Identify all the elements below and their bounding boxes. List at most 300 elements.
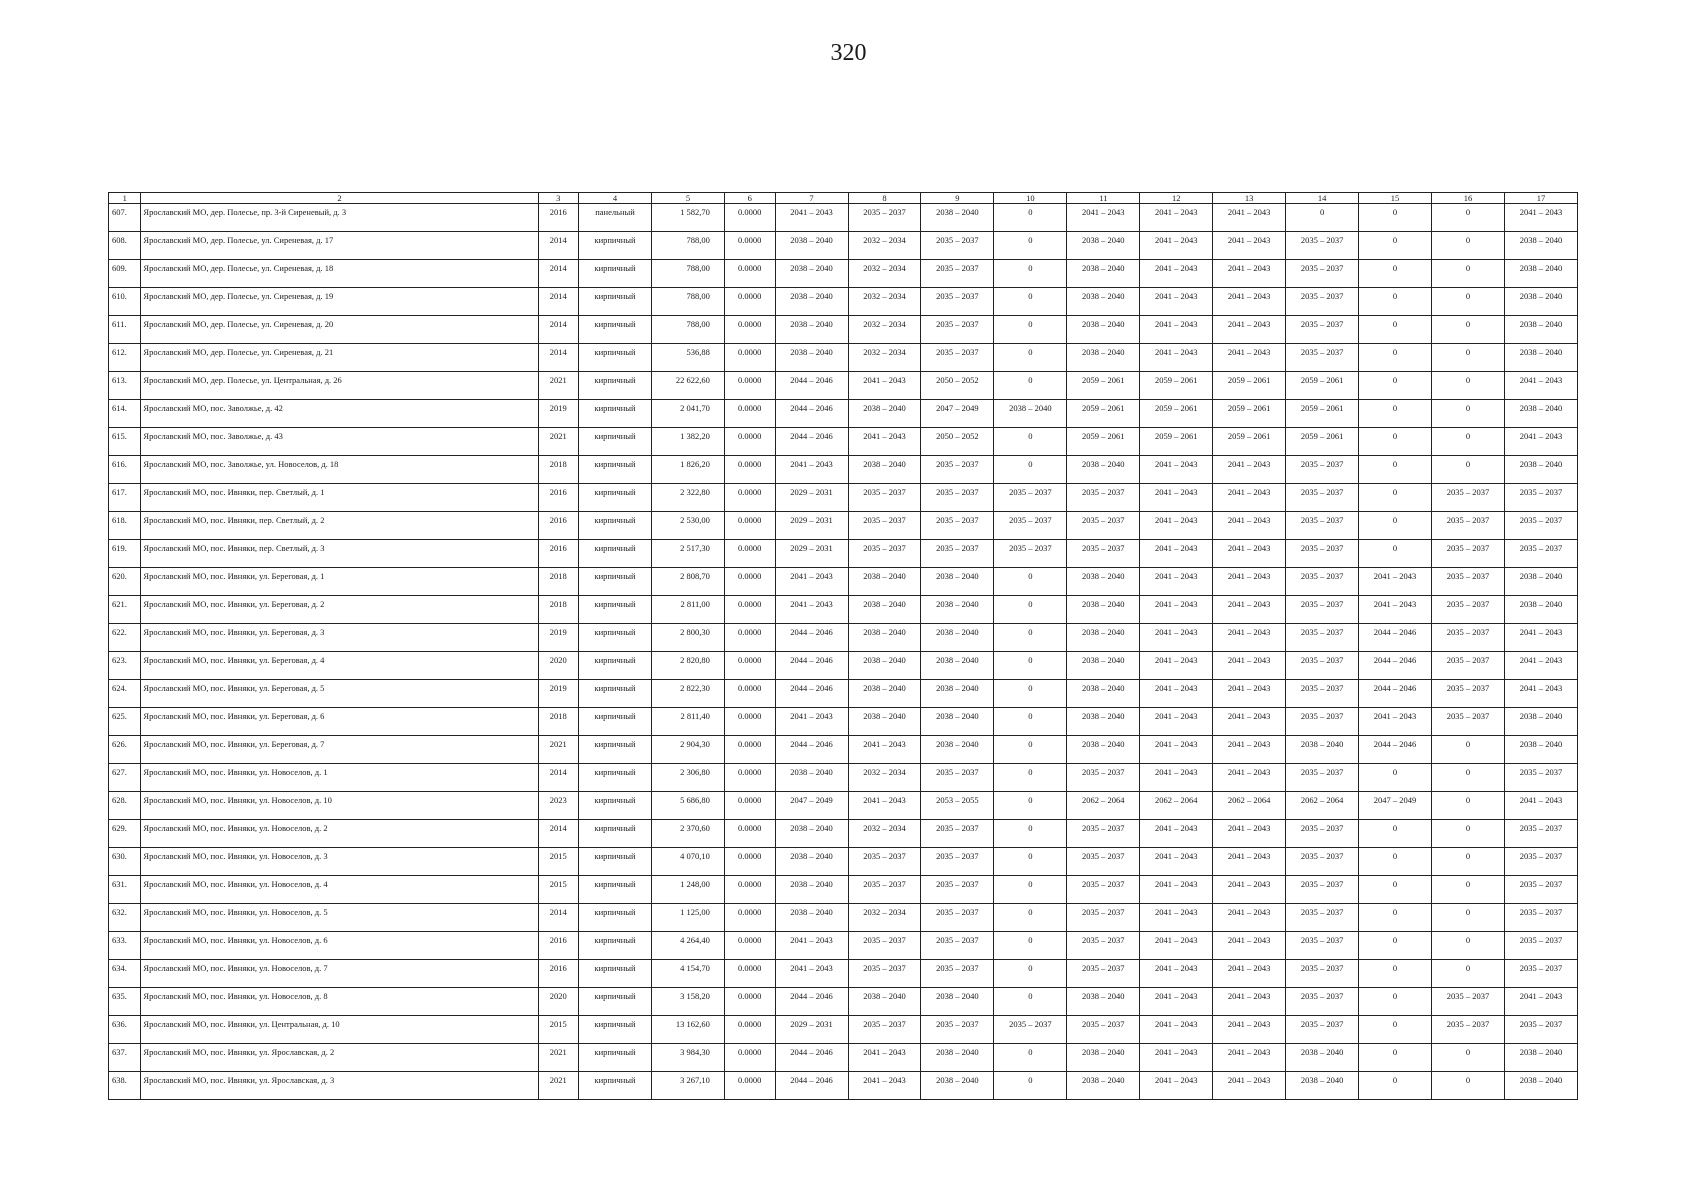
table-cell-col-6: 0.0000 <box>724 904 775 932</box>
table-cell-col-3: 2016 <box>538 512 579 540</box>
column-header-17: 17 <box>1504 193 1577 204</box>
table-row <box>109 400 1578 428</box>
table-cell-col-5: 1 826,20 <box>651 456 724 484</box>
table-cell-col-14: 2035 – 2037 <box>1286 988 1359 1016</box>
table-cell-col-17: 2035 – 2037 <box>1504 876 1577 904</box>
table-cell-col-5: 788,00 <box>651 232 724 260</box>
table-cell-col-8: 2038 – 2040 <box>848 596 921 624</box>
table-cell-col-5: 3 267,10 <box>651 1072 724 1100</box>
table-cell-col-3: 2020 <box>538 652 579 680</box>
table-cell-col-8: 2038 – 2040 <box>848 624 921 652</box>
table-cell-col-14: 2035 – 2037 <box>1286 484 1359 512</box>
table-cell-col-6: 0.0000 <box>724 1016 775 1044</box>
table-cell-col-11: 2035 – 2037 <box>1067 932 1140 960</box>
table-cell-col-14: 2035 – 2037 <box>1286 456 1359 484</box>
table-cell-col-1: 629. <box>109 820 141 848</box>
table-cell-col-10: 2035 – 2037 <box>994 540 1067 568</box>
table-cell-col-11: 2038 – 2040 <box>1067 456 1140 484</box>
table-cell-col-9: 2053 – 2055 <box>921 792 994 820</box>
table-cell-col-10: 0 <box>994 288 1067 316</box>
table-cell-col-13: 2041 – 2043 <box>1213 960 1286 988</box>
table-cell-col-6: 0.0000 <box>724 876 775 904</box>
table-cell-col-16: 0 <box>1432 260 1505 288</box>
table-cell-col-14: 2038 – 2040 <box>1286 1044 1359 1072</box>
table-cell-col-16: 0 <box>1432 792 1505 820</box>
table-cell-col-13: 2041 – 2043 <box>1213 680 1286 708</box>
table-cell-col-13: 2041 – 2043 <box>1213 652 1286 680</box>
table-cell-col-15: 2044 – 2046 <box>1359 652 1432 680</box>
table-cell-col-7: 2041 – 2043 <box>775 708 848 736</box>
header-row <box>109 193 1578 204</box>
table-cell-col-13: 2041 – 2043 <box>1213 260 1286 288</box>
table-cell-col-16: 2035 – 2037 <box>1432 680 1505 708</box>
table-cell-col-10: 0 <box>994 876 1067 904</box>
table-cell-col-12: 2041 – 2043 <box>1140 596 1213 624</box>
table-cell-col-8: 2032 – 2034 <box>848 344 921 372</box>
table-cell-col-15: 0 <box>1359 848 1432 876</box>
table-cell-col-17: 2041 – 2043 <box>1504 680 1577 708</box>
table-cell-col-3: 2014 <box>538 232 579 260</box>
column-header-12: 12 <box>1140 193 1213 204</box>
table-cell-col-6: 0.0000 <box>724 624 775 652</box>
table-cell-col-3: 2014 <box>538 288 579 316</box>
table-cell-col-3: 2018 <box>538 708 579 736</box>
table-cell-col-17: 2041 – 2043 <box>1504 204 1577 232</box>
table-cell-col-6: 0.0000 <box>724 1044 775 1072</box>
column-header-1: 1 <box>109 193 141 204</box>
table-cell-col-14: 2035 – 2037 <box>1286 540 1359 568</box>
table-cell-col-9: 2035 – 2037 <box>921 848 994 876</box>
table-cell-col-15: 0 <box>1359 344 1432 372</box>
table-cell-col-4: кирпичный <box>579 540 652 568</box>
table-cell-col-6: 0.0000 <box>724 652 775 680</box>
table-cell-col-16: 0 <box>1432 904 1505 932</box>
table-row <box>109 1044 1578 1072</box>
table-cell-col-2: Ярославский МО, пос. Заволжье, ул. Новоселов, д. 18 <box>141 456 538 484</box>
table-cell-col-9: 2038 – 2040 <box>921 652 994 680</box>
table-cell-col-2: Ярославский МО, пос. Заволжье, д. 43 <box>141 428 538 456</box>
table-cell-col-12: 2059 – 2061 <box>1140 428 1213 456</box>
table-cell-col-10: 0 <box>994 736 1067 764</box>
table-cell-col-7: 2038 – 2040 <box>775 316 848 344</box>
table-cell-col-4: кирпичный <box>579 400 652 428</box>
table-cell-col-15: 0 <box>1359 456 1432 484</box>
table-cell-col-15: 0 <box>1359 764 1432 792</box>
table-row <box>109 1072 1578 1100</box>
table-cell-col-2: Ярославский МО, дер. Полесье, ул. Сиреневая, д. 17 <box>141 232 538 260</box>
table-cell-col-2: Ярославский МО, пос. Ивняки, пер. Светлый, д. 1 <box>141 484 538 512</box>
table-cell-col-6: 0.0000 <box>724 512 775 540</box>
table-cell-col-16: 0 <box>1432 232 1505 260</box>
table-cell-col-8: 2035 – 2037 <box>848 876 921 904</box>
table-cell-col-10: 0 <box>994 428 1067 456</box>
table-cell-col-13: 2041 – 2043 <box>1213 624 1286 652</box>
table-cell-col-6: 0.0000 <box>724 484 775 512</box>
table-cell-col-8: 2041 – 2043 <box>848 1072 921 1100</box>
table-cell-col-16: 0 <box>1432 820 1505 848</box>
table-cell-col-17: 2038 – 2040 <box>1504 568 1577 596</box>
column-header-16: 16 <box>1432 193 1505 204</box>
table-cell-col-4: кирпичный <box>579 260 652 288</box>
table-cell-col-13: 2041 – 2043 <box>1213 876 1286 904</box>
table-cell-col-1: 636. <box>109 1016 141 1044</box>
table-cell-col-7: 2029 – 2031 <box>775 484 848 512</box>
table-cell-col-10: 0 <box>994 456 1067 484</box>
table-cell-col-1: 611. <box>109 316 141 344</box>
table-cell-col-13: 2041 – 2043 <box>1213 512 1286 540</box>
table-cell-col-9: 2050 – 2052 <box>921 428 994 456</box>
table-cell-col-8: 2038 – 2040 <box>848 568 921 596</box>
table-cell-col-10: 0 <box>994 1044 1067 1072</box>
table-cell-col-6: 0.0000 <box>724 260 775 288</box>
table-cell-col-4: кирпичный <box>579 568 652 596</box>
table-cell-col-11: 2038 – 2040 <box>1067 260 1140 288</box>
table-cell-col-1: 635. <box>109 988 141 1016</box>
table-cell-col-4: кирпичный <box>579 372 652 400</box>
table-cell-col-17: 2035 – 2037 <box>1504 820 1577 848</box>
table-cell-col-11: 2038 – 2040 <box>1067 316 1140 344</box>
table-row <box>109 540 1578 568</box>
table-cell-col-16: 0 <box>1432 204 1505 232</box>
table-cell-col-16: 2035 – 2037 <box>1432 624 1505 652</box>
table-cell-col-12: 2041 – 2043 <box>1140 1044 1213 1072</box>
table-cell-col-3: 2016 <box>538 484 579 512</box>
table-cell-col-13: 2059 – 2061 <box>1213 400 1286 428</box>
table-cell-col-5: 1 582,70 <box>651 204 724 232</box>
table-cell-col-1: 615. <box>109 428 141 456</box>
table-cell-col-8: 2032 – 2034 <box>848 288 921 316</box>
table-cell-col-5: 3 158,20 <box>651 988 724 1016</box>
table-cell-col-13: 2041 – 2043 <box>1213 1016 1286 1044</box>
table-cell-col-14: 2035 – 2037 <box>1286 848 1359 876</box>
table-cell-col-8: 2038 – 2040 <box>848 680 921 708</box>
table-cell-col-12: 2059 – 2061 <box>1140 372 1213 400</box>
table-cell-col-3: 2016 <box>538 932 579 960</box>
table-cell-col-14: 2035 – 2037 <box>1286 624 1359 652</box>
table-cell-col-15: 0 <box>1359 400 1432 428</box>
table-cell-col-10: 0 <box>994 932 1067 960</box>
table-cell-col-16: 0 <box>1432 1044 1505 1072</box>
table-cell-col-3: 2016 <box>538 204 579 232</box>
table-cell-col-16: 0 <box>1432 848 1505 876</box>
table-cell-col-13: 2041 – 2043 <box>1213 316 1286 344</box>
table-cell-col-4: кирпичный <box>579 932 652 960</box>
table-cell-col-17: 2041 – 2043 <box>1504 988 1577 1016</box>
table-cell-col-6: 0.0000 <box>724 932 775 960</box>
table-cell-col-9: 2038 – 2040 <box>921 736 994 764</box>
table-cell-col-2: Ярославский МО, дер. Полесье, пр. 3-й Сиреневый, д. 3 <box>141 204 538 232</box>
table-row <box>109 484 1578 512</box>
table-cell-col-9: 2035 – 2037 <box>921 232 994 260</box>
table-cell-col-6: 0.0000 <box>724 1072 775 1100</box>
table-cell-col-17: 2035 – 2037 <box>1504 932 1577 960</box>
table-cell-col-1: 610. <box>109 288 141 316</box>
table-cell-col-16: 0 <box>1432 736 1505 764</box>
table-cell-col-15: 0 <box>1359 204 1432 232</box>
table-cell-col-13: 2041 – 2043 <box>1213 764 1286 792</box>
table-cell-col-5: 3 984,30 <box>651 1044 724 1072</box>
table-cell-col-15: 0 <box>1359 1072 1432 1100</box>
table-cell-col-11: 2038 – 2040 <box>1067 288 1140 316</box>
table-cell-col-16: 2035 – 2037 <box>1432 708 1505 736</box>
table-cell-col-3: 2014 <box>538 316 579 344</box>
table-cell-col-8: 2041 – 2043 <box>848 736 921 764</box>
table-cell-col-17: 2035 – 2037 <box>1504 960 1577 988</box>
table-cell-col-15: 0 <box>1359 484 1432 512</box>
table-cell-col-8: 2035 – 2037 <box>848 512 921 540</box>
table-cell-col-12: 2041 – 2043 <box>1140 344 1213 372</box>
table-cell-col-10: 0 <box>994 260 1067 288</box>
table-cell-col-16: 0 <box>1432 932 1505 960</box>
table-cell-col-4: кирпичный <box>579 988 652 1016</box>
table-cell-col-10: 0 <box>994 652 1067 680</box>
table-cell-col-12: 2041 – 2043 <box>1140 904 1213 932</box>
table-cell-col-1: 613. <box>109 372 141 400</box>
table-cell-col-16: 0 <box>1432 764 1505 792</box>
table-cell-col-12: 2041 – 2043 <box>1140 288 1213 316</box>
table-cell-col-7: 2044 – 2046 <box>775 680 848 708</box>
table-row <box>109 960 1578 988</box>
table-cell-col-12: 2041 – 2043 <box>1140 512 1213 540</box>
table-cell-col-8: 2035 – 2037 <box>848 204 921 232</box>
table-cell-col-8: 2032 – 2034 <box>848 764 921 792</box>
table-cell-col-8: 2038 – 2040 <box>848 708 921 736</box>
table-cell-col-6: 0.0000 <box>724 960 775 988</box>
table-cell-col-2: Ярославский МО, пос. Ивняки, ул. Береговая, д. 5 <box>141 680 538 708</box>
table-cell-col-13: 2041 – 2043 <box>1213 736 1286 764</box>
table-cell-col-13: 2041 – 2043 <box>1213 848 1286 876</box>
table-cell-col-4: панельный <box>579 204 652 232</box>
table-cell-col-6: 0.0000 <box>724 428 775 456</box>
table-cell-col-15: 0 <box>1359 428 1432 456</box>
table-cell-col-9: 2035 – 2037 <box>921 456 994 484</box>
table-cell-col-7: 2044 – 2046 <box>775 1072 848 1100</box>
table-cell-col-4: кирпичный <box>579 960 652 988</box>
table-cell-col-17: 2038 – 2040 <box>1504 344 1577 372</box>
table-cell-col-13: 2041 – 2043 <box>1213 988 1286 1016</box>
table-cell-col-3: 2015 <box>538 876 579 904</box>
table-cell-col-1: 638. <box>109 1072 141 1100</box>
table-cell-col-1: 624. <box>109 680 141 708</box>
table-cell-col-6: 0.0000 <box>724 988 775 1016</box>
table-cell-col-9: 2035 – 2037 <box>921 904 994 932</box>
table-cell-col-10: 2035 – 2037 <box>994 484 1067 512</box>
table-cell-col-17: 2035 – 2037 <box>1504 484 1577 512</box>
table-cell-col-5: 2 811,40 <box>651 708 724 736</box>
table-cell-col-9: 2038 – 2040 <box>921 708 994 736</box>
column-header-11: 11 <box>1067 193 1140 204</box>
table-cell-col-12: 2041 – 2043 <box>1140 764 1213 792</box>
table-cell-col-8: 2041 – 2043 <box>848 792 921 820</box>
table-cell-col-14: 2035 – 2037 <box>1286 288 1359 316</box>
table-cell-col-14: 2035 – 2037 <box>1286 904 1359 932</box>
table-cell-col-2: Ярославский МО, пос. Ивняки, ул. Центральная, д. 10 <box>141 1016 538 1044</box>
column-header-15: 15 <box>1359 193 1432 204</box>
table-cell-col-8: 2032 – 2034 <box>848 820 921 848</box>
table-cell-col-5: 2 306,80 <box>651 764 724 792</box>
table-row <box>109 372 1578 400</box>
page-number: 320 <box>830 40 867 66</box>
table-cell-col-7: 2038 – 2040 <box>775 904 848 932</box>
table-cell-col-2: Ярославский МО, пос. Заволжье, д. 42 <box>141 400 538 428</box>
table-cell-col-5: 788,00 <box>651 260 724 288</box>
table-cell-col-12: 2041 – 2043 <box>1140 260 1213 288</box>
table-cell-col-17: 2035 – 2037 <box>1504 512 1577 540</box>
table-cell-col-14: 2059 – 2061 <box>1286 372 1359 400</box>
table-row <box>109 1016 1578 1044</box>
table-cell-col-4: кирпичный <box>579 820 652 848</box>
table-cell-col-3: 2014 <box>538 260 579 288</box>
table-cell-col-12: 2041 – 2043 <box>1140 456 1213 484</box>
table-cell-col-12: 2041 – 2043 <box>1140 540 1213 568</box>
table-cell-col-7: 2044 – 2046 <box>775 428 848 456</box>
table-cell-col-5: 788,00 <box>651 316 724 344</box>
table-cell-col-10: 0 <box>994 316 1067 344</box>
table-cell-col-15: 0 <box>1359 232 1432 260</box>
table-cell-col-10: 0 <box>994 680 1067 708</box>
table-cell-col-14: 2038 – 2040 <box>1286 736 1359 764</box>
table-cell-col-13: 2041 – 2043 <box>1213 456 1286 484</box>
table-cell-col-6: 0.0000 <box>724 708 775 736</box>
table-cell-col-15: 2041 – 2043 <box>1359 708 1432 736</box>
table-cell-col-9: 2035 – 2037 <box>921 1016 994 1044</box>
table-cell-col-15: 0 <box>1359 820 1432 848</box>
table-cell-col-9: 2035 – 2037 <box>921 260 994 288</box>
table-cell-col-12: 2041 – 2043 <box>1140 932 1213 960</box>
table-cell-col-4: кирпичный <box>579 764 652 792</box>
table-cell-col-15: 2044 – 2046 <box>1359 624 1432 652</box>
table-cell-col-7: 2044 – 2046 <box>775 400 848 428</box>
table-cell-col-7: 2029 – 2031 <box>775 1016 848 1044</box>
housing-register-table <box>108 192 1578 1100</box>
table-cell-col-5: 4 070,10 <box>651 848 724 876</box>
table-cell-col-4: кирпичный <box>579 512 652 540</box>
table-cell-col-1: 621. <box>109 596 141 624</box>
table-row <box>109 820 1578 848</box>
table-cell-col-3: 2021 <box>538 372 579 400</box>
table-cell-col-9: 2035 – 2037 <box>921 876 994 904</box>
table-cell-col-10: 0 <box>994 568 1067 596</box>
table-cell-col-3: 2021 <box>538 428 579 456</box>
table-cell-col-5: 5 686,80 <box>651 792 724 820</box>
table-cell-col-9: 2035 – 2037 <box>921 288 994 316</box>
column-header-5: 5 <box>651 193 724 204</box>
table-cell-col-11: 2038 – 2040 <box>1067 736 1140 764</box>
table-cell-col-10: 2035 – 2037 <box>994 512 1067 540</box>
table-cell-col-11: 2038 – 2040 <box>1067 680 1140 708</box>
table-cell-col-16: 2035 – 2037 <box>1432 512 1505 540</box>
table-cell-col-15: 0 <box>1359 540 1432 568</box>
table-cell-col-7: 2038 – 2040 <box>775 764 848 792</box>
table-cell-col-15: 2044 – 2046 <box>1359 736 1432 764</box>
table-cell-col-2: Ярославский МО, дер. Полесье, ул. Сиреневая, д. 21 <box>141 344 538 372</box>
table-cell-col-14: 2035 – 2037 <box>1286 316 1359 344</box>
table-cell-col-14: 2035 – 2037 <box>1286 232 1359 260</box>
table-cell-col-11: 2059 – 2061 <box>1067 372 1140 400</box>
table-cell-col-17: 2041 – 2043 <box>1504 792 1577 820</box>
table-cell-col-3: 2014 <box>538 820 579 848</box>
table-cell-col-8: 2035 – 2037 <box>848 484 921 512</box>
table-cell-col-12: 2041 – 2043 <box>1140 988 1213 1016</box>
table-cell-col-13: 2041 – 2043 <box>1213 820 1286 848</box>
table-cell-col-6: 0.0000 <box>724 736 775 764</box>
table-cell-col-9: 2047 – 2049 <box>921 400 994 428</box>
table-cell-col-5: 4 264,40 <box>651 932 724 960</box>
table-cell-col-8: 2032 – 2034 <box>848 232 921 260</box>
table-cell-col-16: 0 <box>1432 372 1505 400</box>
table-header <box>109 193 1578 204</box>
table-row <box>109 456 1578 484</box>
table-cell-col-7: 2044 – 2046 <box>775 652 848 680</box>
table-cell-col-11: 2038 – 2040 <box>1067 232 1140 260</box>
table-cell-col-14: 2035 – 2037 <box>1286 960 1359 988</box>
table-cell-col-8: 2038 – 2040 <box>848 652 921 680</box>
table-cell-col-6: 0.0000 <box>724 540 775 568</box>
table-row <box>109 680 1578 708</box>
table-cell-col-6: 0.0000 <box>724 596 775 624</box>
table-cell-col-4: кирпичный <box>579 456 652 484</box>
table-cell-col-9: 2035 – 2037 <box>921 512 994 540</box>
table-cell-col-16: 2035 – 2037 <box>1432 540 1505 568</box>
column-header-8: 8 <box>848 193 921 204</box>
table-cell-col-16: 0 <box>1432 316 1505 344</box>
table-cell-col-4: кирпичный <box>579 232 652 260</box>
table-cell-col-12: 2041 – 2043 <box>1140 316 1213 344</box>
table-cell-col-16: 2035 – 2037 <box>1432 988 1505 1016</box>
table-cell-col-3: 2019 <box>538 624 579 652</box>
table-row <box>109 512 1578 540</box>
table-cell-col-3: 2018 <box>538 568 579 596</box>
table-cell-col-14: 2035 – 2037 <box>1286 652 1359 680</box>
table-cell-col-5: 4 154,70 <box>651 960 724 988</box>
table-cell-col-1: 626. <box>109 736 141 764</box>
table-cell-col-15: 0 <box>1359 260 1432 288</box>
table-cell-col-5: 1 382,20 <box>651 428 724 456</box>
table-cell-col-5: 2 517,30 <box>651 540 724 568</box>
table-cell-col-11: 2035 – 2037 <box>1067 876 1140 904</box>
table-cell-col-2: Ярославский МО, пос. Ивняки, ул. Новоселов, д. 4 <box>141 876 538 904</box>
table-cell-col-2: Ярославский МО, пос. Ивняки, ул. Ярославская, д. 3 <box>141 1072 538 1100</box>
table-cell-col-11: 2038 – 2040 <box>1067 988 1140 1016</box>
table-cell-col-1: 627. <box>109 764 141 792</box>
table-cell-col-17: 2041 – 2043 <box>1504 372 1577 400</box>
table-cell-col-2: Ярославский МО, пос. Ивняки, ул. Береговая, д. 2 <box>141 596 538 624</box>
table-cell-col-8: 2035 – 2037 <box>848 540 921 568</box>
table-row <box>109 876 1578 904</box>
table-cell-col-12: 2041 – 2043 <box>1140 568 1213 596</box>
table-cell-col-4: кирпичный <box>579 484 652 512</box>
table-row <box>109 736 1578 764</box>
table-cell-col-14: 2038 – 2040 <box>1286 1072 1359 1100</box>
table-cell-col-1: 632. <box>109 904 141 932</box>
table-cell-col-15: 0 <box>1359 876 1432 904</box>
table-cell-col-2: Ярославский МО, пос. Ивняки, ул. Новоселов, д. 1 <box>141 764 538 792</box>
table-cell-col-4: кирпичный <box>579 1016 652 1044</box>
table-cell-col-1: 607. <box>109 204 141 232</box>
table-cell-col-13: 2041 – 2043 <box>1213 708 1286 736</box>
table-cell-col-10: 0 <box>994 820 1067 848</box>
table-cell-col-8: 2038 – 2040 <box>848 400 921 428</box>
table-cell-col-2: Ярославский МО, пос. Ивняки, ул. Новоселов, д. 6 <box>141 932 538 960</box>
table-cell-col-11: 2035 – 2037 <box>1067 960 1140 988</box>
table-cell-col-1: 614. <box>109 400 141 428</box>
table-cell-col-9: 2035 – 2037 <box>921 764 994 792</box>
table-cell-col-12: 2041 – 2043 <box>1140 848 1213 876</box>
table-cell-col-16: 0 <box>1432 344 1505 372</box>
table-cell-col-5: 2 370,60 <box>651 820 724 848</box>
table-cell-col-8: 2035 – 2037 <box>848 960 921 988</box>
table-cell-col-17: 2038 – 2040 <box>1504 596 1577 624</box>
